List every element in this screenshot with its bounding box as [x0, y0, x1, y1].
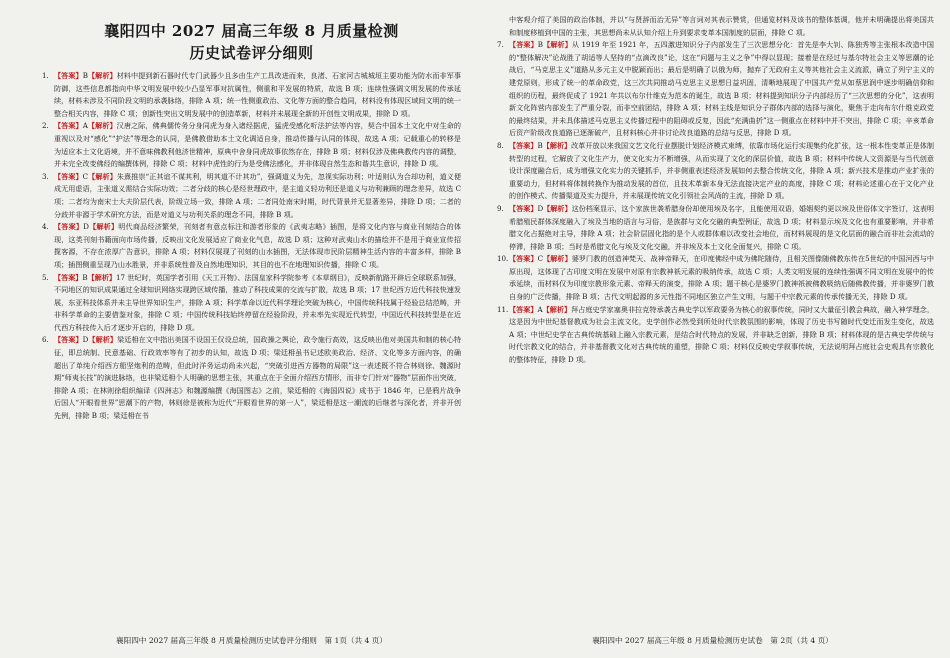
answer-tag: 【答案】	[509, 203, 538, 213]
answer-tag: 【答案】	[54, 272, 83, 282]
question-number: 8.	[497, 140, 504, 150]
answer-letter: B	[82, 272, 88, 282]
analysis-tag: 【解析】	[87, 272, 117, 282]
question-number: 5.	[42, 272, 49, 282]
page-footer: 襄阳四中 2027 届高三年级 8 月质量检测历史试卷评分细则 第 1页（共 4 页）	[116, 636, 387, 645]
answer-tag: 【答案】	[509, 40, 538, 50]
analysis-tag: 【解析】	[87, 121, 117, 131]
analysis-text: 朱熹推崇“正其谊不谋其利，明其道不计其功”，强调道义为先，忽视实际功利；叶适则认为合却功利，道义便成无用虚语，主张道义需结合实际功效；二者分歧的核心是经世理政中，是主道义轻功利还是道义与功利兼顾的理念差异，故选 C 项；二者均为南宋士大夫阶层代表，阶级立场一致，排除 A 项；二者同处南宋时期，时代背景并无显著差异，排除 D 项；二者的分歧并非源于学术研究方法，而是对道义与功利关系的理念不同，排除 B 项。	[54, 171, 462, 219]
answer-item	[497, 140, 934, 203]
page-footer: 襄阳四中 2027 届高三年级 8 月质量检测历史试卷 第 2页（共 4 页）	[592, 636, 833, 645]
document-subtitle: 历史试卷评分细则	[189, 44, 314, 62]
analysis-tag: 【解析】	[88, 171, 117, 181]
answer-tag: 【答案】	[509, 254, 538, 264]
answer-letter: B	[537, 40, 544, 50]
analysis-tag: 【解析】	[88, 335, 118, 345]
answer-letter: D	[537, 203, 544, 213]
analysis-text: 这份档案显示，这个家族世袭希腊身份却使用埃及名字，且能使用双语，婚姻契约更以埃及世俗体文字签订，这表明希腊殖民群体深度融入了埃及当地的语言与习俗，是族群与文化交融的典型例证，故选 D 项；材料显示埃及文化也有重要影响，并非希腊文化占据绝对主导，排除 A 项；社会阶层固化指的是个人或群体难以改变社会地位，而材料展现的是文化层面的融合而非社会流动的停滞，排除 B 项；当时是希腊文化与埃及文化交融，并非埃及本土文化全面复兴，排除 C 项。	[509, 203, 935, 251]
answer-item	[42, 70, 461, 120]
answer-list	[42, 70, 461, 423]
answer-item	[497, 203, 934, 253]
answer-item	[497, 253, 934, 303]
analysis-tag: 【解析】	[542, 140, 572, 150]
analysis-text: 拜占庭史学家塞奥非拉克特承袭古典史学以军政要务为核心的叙事传统，同时又大量征引教会典故，融入神学理念，这是因为中世纪基督教成为社会主流文化，史学创作必然受到所处时代宗教氛围的影响，体现了历史书写随时代变迁而发生变化，故选 A 项；中世纪史学在古典传统基础上融入宗教元素，是结合时代特点的发展，并非缺乏创新，排除 B 项；材料体现的是古典史学传统与时代宗教文化的结合，并非基督教文化对古典传统的重塑，排除 C 项；材料仅反映史学叙事传统，无法说明拜占庭社会史观具有宗教化的整体特征，排除 D 项。	[509, 304, 935, 365]
question-number: 3.	[42, 171, 49, 181]
analysis-text: 从 1919 年至 1921 年，五四激进知识分子内部发生了三次思想分化：首先是李大钊、陈独秀等主张根本改造中国的“整体解决”论战胜了胡适等人坚持的“点滴改良”论，这在“问题与主义之争”中得以显现；接着是在经过与基尔特社会主义等思潮的论战后，“马克思主义”道路从多元主义中脱颖而出；最后是明确了以俄为师，抛弃了无政府主义等其他社会主义流派，确立了列宁主义的建党原则，形成了统一的革命政党，这三次共同推动马克思主义思想日益巩固，清晰地展现了中国共产党从如蔡思润中逐步明确信仰和组织的历程，最终促成了 1921 年共以布尔什维克为范本的诞生，故选 B 项；材料提到知识分子内部经历了“三次思想的分化”，这表明新文化阵营内部发生了严重分裂，而非空前团结，排除 A 项；材料主线是知识分子群体内部的选择与演化，聚焦于走向布尔什维克政党的最终结果，并未具体描述马克思主义传播过程中的阻碍或反复，因此“充满曲折”这一侧重点在材料中并不突出，排除 C 项；辛亥革命后资产阶级改良道路已逐渐破产，且材料核心并非讨论改良道路的总结与反思，排除 D 项。	[509, 40, 935, 138]
answer-key-page-2	[475, 0, 950, 658]
question-number: 6.	[42, 335, 49, 345]
answer-item	[42, 221, 461, 271]
answer-letter: A	[82, 121, 88, 131]
analysis-text: 梁廷枏在文中指出美国不设国王仅设总统，国政操之舆论，政令施行高效，这反映出他对美国共和制的核心特征，即总统制、民意基础、行政效率等有了初步的认知，故选 D 项；梁廷枏虽书记述欧美政治、经济、文化等多方面内容，的确超出了单纯介绍西方船坚炮利的范畴，但此时洋务运动尚未兴起，“突破引进西方器物的局限”这一表述既不符合林则徐、魏源时期“师夷长技”的演进脉络，也非梁廷枏个人明确的思想主张，其重点在于全面介绍西方情形，而非专门针对“器物”层面作出突破，排除 A 项；在林则徐组织编译《四洲志》和魏源编撰《海国图志》之前，梁廷枏的《海国四说》成书于 1846 年，已是鸦片战争后国人“开眼看世界”思潮下的产物，林则徐是被称为近代“开眼看世界的第一人”，梁廷枏是这一潮流的后继者与深化者，并非开创先例，排除 B 项；梁廷枏在书	[54, 335, 462, 421]
answer-item	[497, 39, 934, 140]
answer-tag: 【答案】	[509, 304, 538, 314]
document-title: 襄阳四中 2027 届高三年级 8 月质量检测	[104, 22, 399, 40]
answer-letter: D	[82, 335, 89, 345]
analysis-tag: 【解析】	[87, 71, 117, 80]
analysis-text: 17 世纪时，英国学者引用《天工开物》、法国皇家科学院参考《本草纲目》，反映新航路开辟后全球联系加强，不同地区的知识成果通过全球知识网络实现跨区域传播，推动了科技成果的交流与扩散，故选 B 项；17 世纪西方近代科技快速发展，东亚科技体系并未主导世界知识生产，排除 A 项；科学革命以近代科学理论突破为核心，中国传统科技属于经验总结范畴，并非科学革命的主要借鉴对象，排除 C 项；中国传统科技始终停留在经验阶段，并未率先实现近代转型，中国近代科技转型是在近代西方科技传入后才逐步开启的，排除 D 项。	[54, 272, 461, 332]
answer-letter: B	[537, 140, 543, 150]
analysis-tag: 【解析】	[543, 254, 572, 264]
question-number: 4.	[42, 222, 49, 232]
analysis-text: 改革开放以来我国文艺文化行业摆脱计划经济模式束缚，依靠市场化运行实现集约化扩张，这一根本性变革正是体制转型的过程，它解放了文化生产力，使文化实力不断增强，从而实现了文化的深层价值，故选 B 项；材料中传统人文资源是与当代创意设计深度融合后，成为增强文化实力的关键抓手，并非侧重表述经济发展如何去整合传统文化，排除 A 项；新兴技术是推动产业扩张的重要动力，但材料将体制转换作为推动发展的首位，且技术革新本身无法直接决定产业的高度，排除 C 项；材料论述重心在于文化产业的创作模式、传播渠道及实力提升，并未展现传统文化引领社会风尚的主流，排除 D 项。	[509, 140, 935, 201]
answer-item	[42, 272, 461, 335]
answer-letter: D	[83, 222, 89, 232]
analysis-tag: 【解析】	[543, 203, 572, 213]
analysis-text: 汉唐之际，佛典儒传务分身同虎为身入诸经据虎，猛虎受感化听法护法等内容，契合中国本土文化中对生命的重视以及对“感化”“护法”等理念的认同，是佛教借助本土文化调适自身，推动传播与认同的体现，故选 A 项；记载重心的转移是为适应本土文化语境，并不意味佛教利他济世精神，原典中舍身同虎故事依然存在，排除 B 项；材料仅涉及佛典教传内容的调整，并未完全改变佛经的编撰体例，排除 C 项；材料中虎性的行为是受佛法感化，并非体现自然生态和谐共生意识，排除 D 项。	[54, 121, 462, 169]
answer-tag: 【答案】	[54, 222, 84, 232]
analysis-tag: 【解析】	[543, 40, 572, 50]
answer-tag: 【答案】	[54, 121, 83, 131]
answer-list	[497, 39, 934, 366]
answer-tag: 【答案】	[54, 171, 83, 181]
analysis-text: 婆罗门教的创造神梵天、战神帝释天，在印度佛经中成为佛陀随侍，且相关图像随佛教东传在5世纪的中国河西与中原出现，这体现了古印度文明在发展中对原有宗教神祇元素的吸纳传承，故选 C 项；人类文明发展的连续性强调不同文明在发展中的传承延续，而材料仅为印度宗教形象元素、帝释天的演变，排除 A 项；题干核心是婆罗门教神祇被佛教吸纳后随佛教传播，并非婆罗门教自身的广泛传播，排除 B 项；古代文明起源的多元性指不同地区独立产生文明，与题干中宗教元素的传承传播无关，排除 D 项。	[509, 254, 935, 302]
continued-paragraph: 中客观介绍了美国的政治体制，并以“与贤辞而治无异”等言词对其表示赞赏，但通览材料及该书的整体基调，他并未明确提出将美国共和制度移植到中国的主张，其思想尚未从认知介绍上升到要求变革本国制度的层面，排除 C 项。	[509, 15, 934, 37]
answer-item	[42, 171, 461, 221]
answer-item	[42, 120, 461, 170]
question-number: 1.	[42, 71, 49, 80]
answer-letter: C	[537, 254, 544, 264]
analysis-text: 明代商品经济繁荣，刊刻者有意点标注和游者形象的《武夷志略》插图，是将文化内容与商业刊刻结合的体现，这类刊刻书籍面向市场传播，反映出文化发展适应了商业化气息，故选 D 项；这种对武夷山水的描绘并不是用于商业宣传招揽客源，不存在浓厚广告意识，排除 A 项；材料仅展现了刊刻的山水插图，无法体现市民阶层精神生活内容的丰富多样，排除 B 项；插图侧重呈现乃山水胜景，并非系统性普及自然地理知识，其目的也不在地理知识传播，排除 C 项。	[54, 222, 461, 269]
analysis-tag: 【解析】	[88, 222, 119, 232]
answer-tag: 【答案】	[54, 335, 83, 345]
question-number: 11.	[497, 304, 509, 314]
question-number: 7.	[497, 40, 504, 50]
analysis-tag: 【解析】	[542, 304, 572, 314]
answer-tag: 【答案】	[509, 140, 538, 150]
question-number: 2.	[42, 121, 49, 131]
answer-letter: C	[82, 171, 89, 181]
analysis-text: 材料中提到新石器时代专门武器少且多由生产工具改进而来，良渚、石家河古城城垣主要功能为防水而非军事防御，这些信息都指向中华文明发展中较少凸显军事对抗属性，侧重和平发展的特质，故选 B 项；连续性强调文明发展的传承延续，材料未涉及不同阶段文明的承袭脉络，排除 A 项；统一性侧重政治、文化等方面的整合趋同，材料没有体现区域间文明的统一整合相关内容，排除 C 项；创新性突出文明发展中的创造革新，材料并未展现全新的开创性文明成果，排除 D 项。	[54, 71, 462, 118]
question-number: 10.	[497, 254, 509, 264]
answer-item	[497, 304, 934, 367]
question-number: 9.	[497, 203, 504, 213]
answer-tag: 【答案】	[54, 71, 83, 80]
answer-letter: A	[537, 304, 543, 314]
answer-letter: B	[82, 71, 88, 80]
answer-item	[42, 334, 461, 422]
